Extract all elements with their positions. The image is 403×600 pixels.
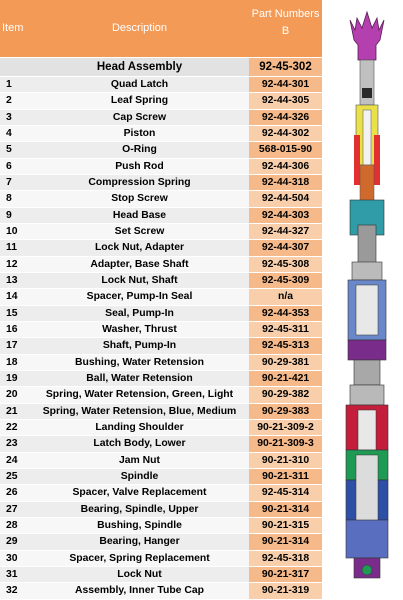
row-item: 12	[0, 257, 30, 272]
row-part: 92-44-318	[249, 175, 322, 190]
head-assembly-description: Head Assembly	[30, 58, 249, 76]
row-part: 92-45-314	[249, 485, 322, 500]
row-part: 90-21-310	[249, 453, 322, 468]
row-item: 30	[0, 551, 30, 566]
head-assembly-part: 92-45-302	[249, 58, 322, 76]
row-part: 92-44-504	[249, 191, 322, 206]
row-item: 7	[0, 175, 30, 190]
table-row	[0, 256, 322, 272]
row-part: 92-44-303	[249, 208, 322, 223]
table-row	[0, 468, 322, 484]
row-description: Piston	[30, 126, 249, 141]
row-item: 27	[0, 502, 30, 517]
row-description: Assembly, Inner Tube Cap	[30, 583, 249, 598]
row-description: Bushing, Water Retension	[30, 355, 249, 370]
row-item: 24	[0, 453, 30, 468]
table-row	[0, 76, 322, 92]
row-item: 11	[0, 240, 30, 255]
row-part: 90-29-381	[249, 355, 322, 370]
row-item: 32	[0, 583, 30, 598]
row-item: 31	[0, 567, 30, 582]
header-col-b: B	[281, 25, 290, 37]
row-part: 92-44-353	[249, 306, 322, 321]
row-part: 90-21-315	[249, 518, 322, 533]
row-part: 92-44-306	[249, 159, 322, 174]
row-item: 25	[0, 469, 30, 484]
row-part: 92-45-309	[249, 273, 322, 288]
row-item: 13	[0, 273, 30, 288]
row-part: 90-21-309-2	[249, 420, 322, 435]
row-part: 568-015-90	[249, 142, 322, 157]
table-row	[0, 435, 322, 451]
row-description: Ball, Water Retension	[30, 371, 249, 386]
row-item: 17	[0, 338, 30, 353]
row-description: Push Rod	[30, 159, 249, 174]
row-description: Shaft, Pump-In	[30, 338, 249, 353]
row-item: 21	[0, 404, 30, 419]
table-row	[0, 239, 322, 255]
table-body	[0, 76, 322, 599]
header-part-numbers-label: Part Numbers	[251, 8, 320, 20]
table-row	[0, 550, 322, 566]
table-row	[0, 190, 322, 206]
row-item: 14	[0, 289, 30, 304]
table-row	[0, 403, 322, 419]
row-description: Lock Nut	[30, 567, 249, 582]
row-part: 92-45-308	[249, 257, 322, 272]
row-item: 26	[0, 485, 30, 500]
table-row	[0, 305, 322, 321]
table-row	[0, 92, 322, 108]
row-description: Spacer, Pump-In Seal	[30, 289, 249, 304]
table-row	[0, 109, 322, 125]
row-part: 92-45-318	[249, 551, 322, 566]
row-description: Stop Screw	[30, 191, 249, 206]
row-description: Washer, Thrust	[30, 322, 249, 337]
table-row	[0, 517, 322, 533]
row-description: Leaf Spring	[30, 93, 249, 108]
row-description: Lock Nut, Shaft	[30, 273, 249, 288]
row-part: 90-21-317	[249, 567, 322, 582]
row-item: 28	[0, 518, 30, 533]
row-part: 90-21-311	[249, 469, 322, 484]
row-part: 90-21-314	[249, 502, 322, 517]
row-description: Spring, Water Retension, Green, Light	[30, 387, 249, 402]
row-description: Head Base	[30, 208, 249, 223]
row-part: n/a	[249, 289, 322, 304]
row-part: 92-44-301	[249, 77, 322, 92]
row-part: 90-29-383	[249, 404, 322, 419]
header-part-numbers	[249, 0, 322, 57]
row-description: Spacer, Spring Replacement	[30, 551, 249, 566]
row-part: 92-44-302	[249, 126, 322, 141]
row-description: Adapter, Base Shaft	[30, 257, 249, 272]
row-item: 4	[0, 126, 30, 141]
row-part: 92-45-311	[249, 322, 322, 337]
row-description: Spindle	[30, 469, 249, 484]
table-row	[0, 501, 322, 517]
header-item: Item	[2, 22, 24, 34]
table-row	[0, 174, 322, 190]
row-item: 19	[0, 371, 30, 386]
row-part: 90-21-314	[249, 534, 322, 549]
row-item: 6	[0, 159, 30, 174]
row-item: 18	[0, 355, 30, 370]
row-part: 92-44-326	[249, 110, 322, 125]
row-item: 3	[0, 110, 30, 125]
row-description: Spring, Water Retension, Blue, Medium	[30, 404, 249, 419]
row-item: 2	[0, 93, 30, 108]
row-description: Lock Nut, Adapter	[30, 240, 249, 255]
row-description: Bearing, Spindle, Upper	[30, 502, 249, 517]
row-part: 92-44-327	[249, 224, 322, 239]
header-description: Description	[111, 22, 168, 34]
row-item: 15	[0, 306, 30, 321]
row-item: 20	[0, 387, 30, 402]
table-row	[0, 419, 322, 435]
row-description: Seal, Pump-In	[30, 306, 249, 321]
row-item: 29	[0, 534, 30, 549]
row-part: 90-21-309-3	[249, 436, 322, 451]
row-item: 1	[0, 77, 30, 92]
table-row	[0, 370, 322, 386]
row-item: 22	[0, 420, 30, 435]
row-description: Spacer, Valve Replacement	[30, 485, 249, 500]
row-description: Bearing, Hanger	[30, 534, 249, 549]
table-row	[0, 125, 322, 141]
head-assembly-row	[0, 57, 322, 76]
table-row	[0, 386, 322, 402]
tool-assembly-illustration	[332, 0, 402, 600]
table-row	[0, 207, 322, 223]
row-part: 90-21-319	[249, 583, 322, 598]
table-row	[0, 566, 322, 582]
table-row	[0, 321, 322, 337]
row-part: 92-44-305	[249, 93, 322, 108]
row-part: 90-29-382	[249, 387, 322, 402]
row-item: 23	[0, 436, 30, 451]
row-item: 16	[0, 322, 30, 337]
row-item: 10	[0, 224, 30, 239]
row-item: 9	[0, 208, 30, 223]
row-description: Compression Spring	[30, 175, 249, 190]
table-row	[0, 354, 322, 370]
row-description: O-Ring	[30, 142, 249, 157]
table-row	[0, 484, 322, 500]
row-part: 92-44-307	[249, 240, 322, 255]
row-item: 5	[0, 142, 30, 157]
table-row	[0, 337, 322, 353]
row-description: Jam Nut	[30, 453, 249, 468]
table-row	[0, 452, 322, 468]
table-row	[0, 158, 322, 174]
table-row	[0, 533, 322, 549]
table-row	[0, 141, 322, 157]
row-part: 90-21-421	[249, 371, 322, 386]
row-description: Bushing, Spindle	[30, 518, 249, 533]
row-description: Latch Body, Lower	[30, 436, 249, 451]
row-description: Landing Shoulder	[30, 420, 249, 435]
table-row	[0, 272, 322, 288]
row-item: 8	[0, 191, 30, 206]
row-part: 92-45-313	[249, 338, 322, 353]
row-description: Cap Screw	[30, 110, 249, 125]
table-row	[0, 288, 322, 304]
table-header	[0, 0, 322, 57]
table-row	[0, 582, 322, 598]
table-row	[0, 223, 322, 239]
row-description: Quad Latch	[30, 77, 249, 92]
row-description: Set Screw	[30, 224, 249, 239]
